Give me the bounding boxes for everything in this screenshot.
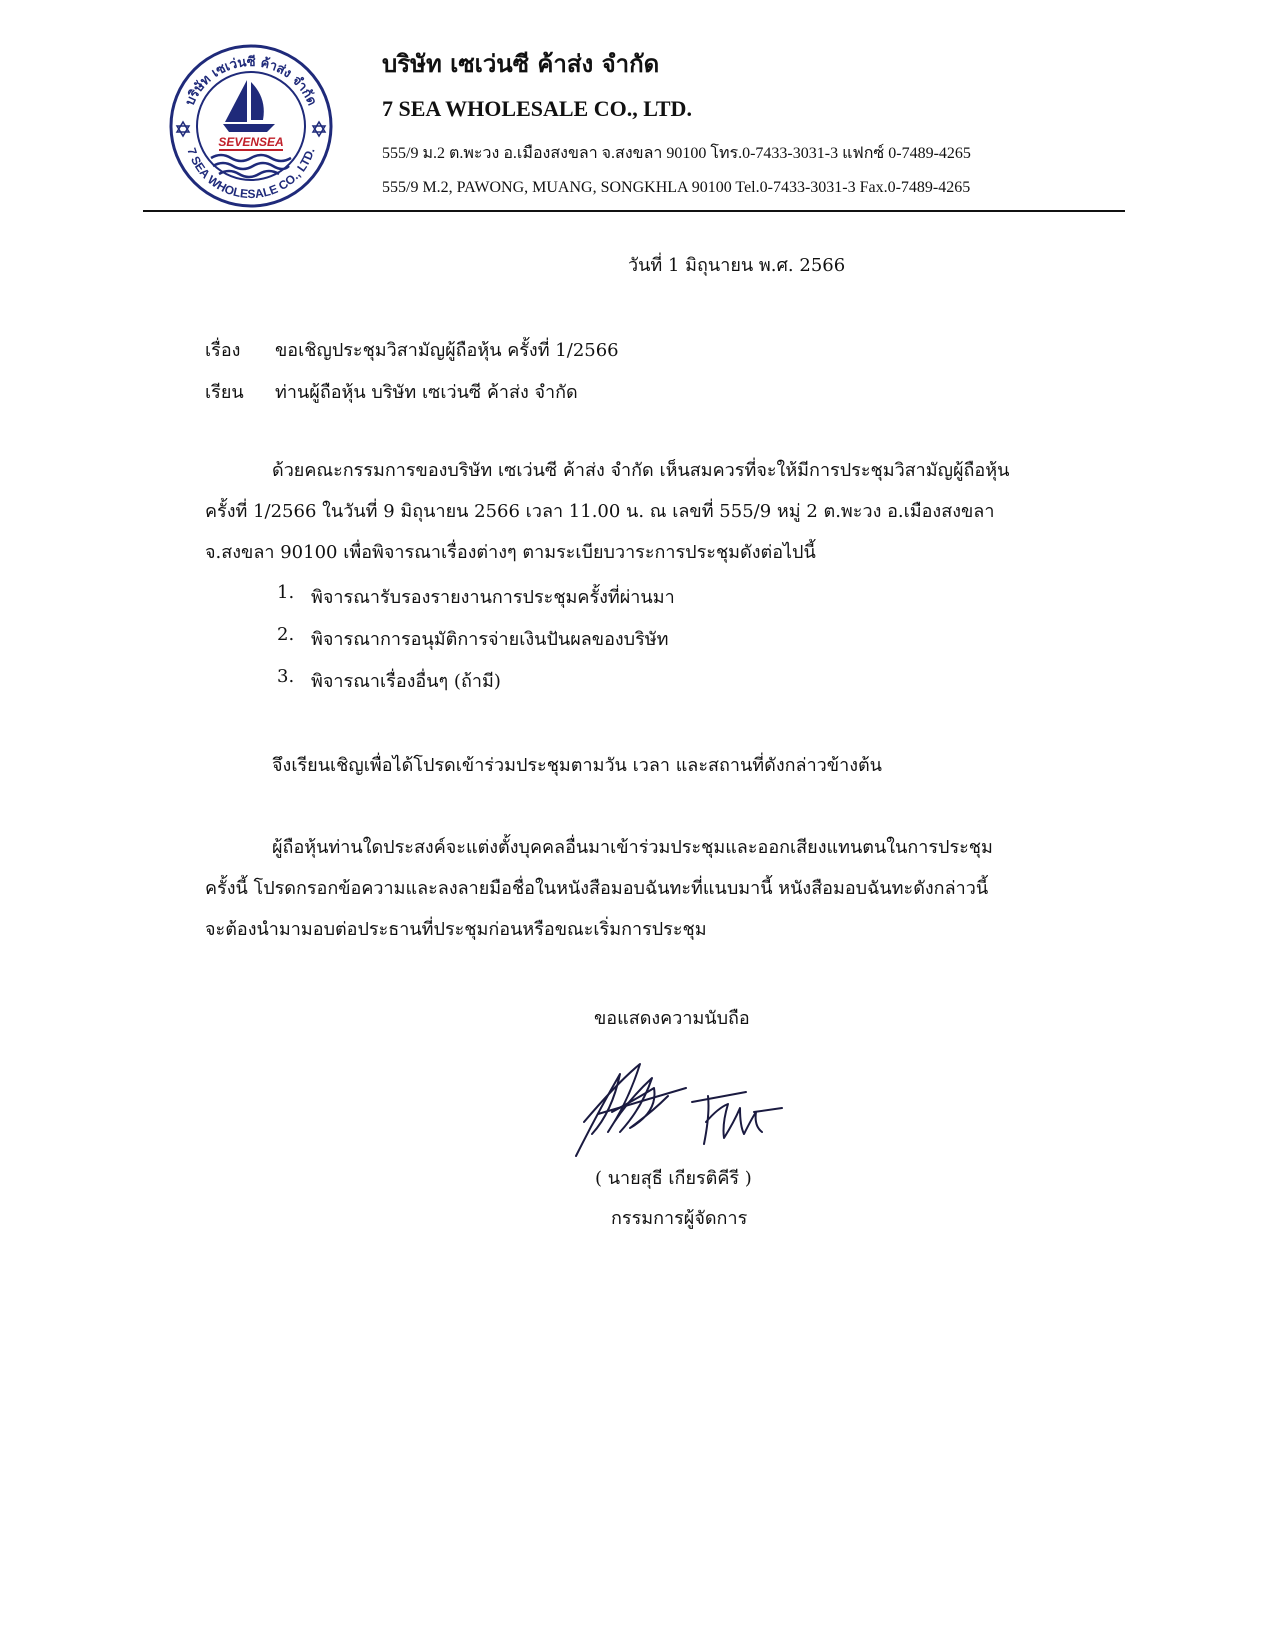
paragraph2: จึงเรียนเชิญเพื่อได้โปรดเข้าร่วมประชุมตามวัน เวลา และสถานที่ดังกล่าวข้างต้น: [272, 755, 882, 776]
subject-label: เรื่อง: [205, 340, 241, 361]
agenda-item-number: 3.: [277, 666, 295, 687]
paragraph1-line: ด้วยคณะกรรมการของบริษัท เซเว่นซี ค้าส่ง จำกัด เห็นสมควรที่จะให้มีการประชุมวิสามัญผู้ถือหุ้น: [272, 460, 1010, 481]
signer-name: ( นายสุธี เกียรติคีรี ): [595, 1168, 752, 1189]
logo-ring-text-top: บริษัท เซเว่นซี ค้าส่ง จำกัด: [182, 55, 320, 109]
paragraph1-line: จ.สงขลา 90100 เพื่อพิจารณาเรื่องต่างๆ ตามระเบียบวาระการประชุมดังต่อไปนี้: [205, 542, 816, 563]
recipient-text: ท่านผู้ถือหุ้น บริษัท เซเว่นซี ค้าส่ง จำกัด: [275, 382, 578, 403]
subject-text: ขอเชิญประชุมวิสามัญผู้ถือหุ้น ครั้งที่ 1/2566: [275, 340, 619, 361]
star-icon: [313, 122, 325, 136]
address-th: 555/9 ม.2 ต.พะวง อ.เมืองสงขลา จ.สงขลา 90100 โทร.0-7433-3031-3 แฟกซ์ 0-7489-4265: [382, 145, 971, 162]
sailboat-icon: [223, 80, 275, 132]
logo-ring-text-bottom: 7 SEA WHOLESALE CO., LTD.: [184, 146, 318, 202]
company-name-en: 7 SEA WHOLESALE CO., LTD.: [382, 96, 692, 121]
agenda-item-number: 2.: [277, 624, 295, 645]
letter-date: วันที่ 1 มิถุนายน พ.ศ. 2566: [628, 255, 846, 276]
paragraph3-line: ครั้งนี้ โปรดกรอกข้อความและลงลายมือชื่อในหนังสือมอบฉันทะที่แนบมานี้ หนังสือมอบฉันทะดังกล่าวนี้: [205, 878, 989, 899]
agenda-item-number: 1.: [277, 582, 295, 603]
agenda-item-text: พิจารณาการอนุมัติการจ่ายเงินปันผลของบริษัท: [311, 629, 669, 650]
signature: [568, 1052, 803, 1164]
paragraph3-line: จะต้องนำมามอบต่อประธานที่ประชุมก่อนหรือขณะเริ่มการประชุม: [205, 919, 707, 940]
company-name-th: บริษัท เซเว่นซี ค้าส่ง จำกัด: [382, 49, 660, 78]
agenda-item-text: พิจารณารับรองรายงานการประชุมครั้งที่ผ่านมา: [311, 587, 675, 608]
waves-icon: [211, 155, 291, 177]
recipient-label: เรียน: [205, 382, 244, 403]
paragraph1-line: ครั้งที่ 1/2566 ในวันที่ 9 มิถุนายน 2566 เวลา 11.00 น. ณ เลขที่ 555/9 หมู่ 2 ต.พะวง อ.เมืองสงขลา: [205, 501, 995, 522]
paragraph3-line: ผู้ถือหุ้นท่านใดประสงค์จะแต่งตั้งบุคคลอื่นมาเข้าร่วมประชุมและออกเสียงแทนตนในการประชุม: [272, 837, 993, 858]
company-logo-seal: [163, 40, 339, 208]
address-en: 555/9 M.2, PAWONG, MUANG, SONGKHLA 90100 Tel.0-7433-3031-3 Fax.0-7489-4265: [382, 179, 971, 196]
header-divider: [143, 210, 1125, 212]
star-icon: [177, 122, 189, 136]
closing-text: ขอแสดงความนับถือ: [594, 1008, 750, 1029]
signer-title: กรรมการผู้จัดการ: [611, 1208, 748, 1229]
logo-brand-text: SEVENSEA: [218, 135, 284, 149]
agenda-item-text: พิจารณาเรื่องอื่นๆ (ถ้ามี): [311, 671, 501, 692]
